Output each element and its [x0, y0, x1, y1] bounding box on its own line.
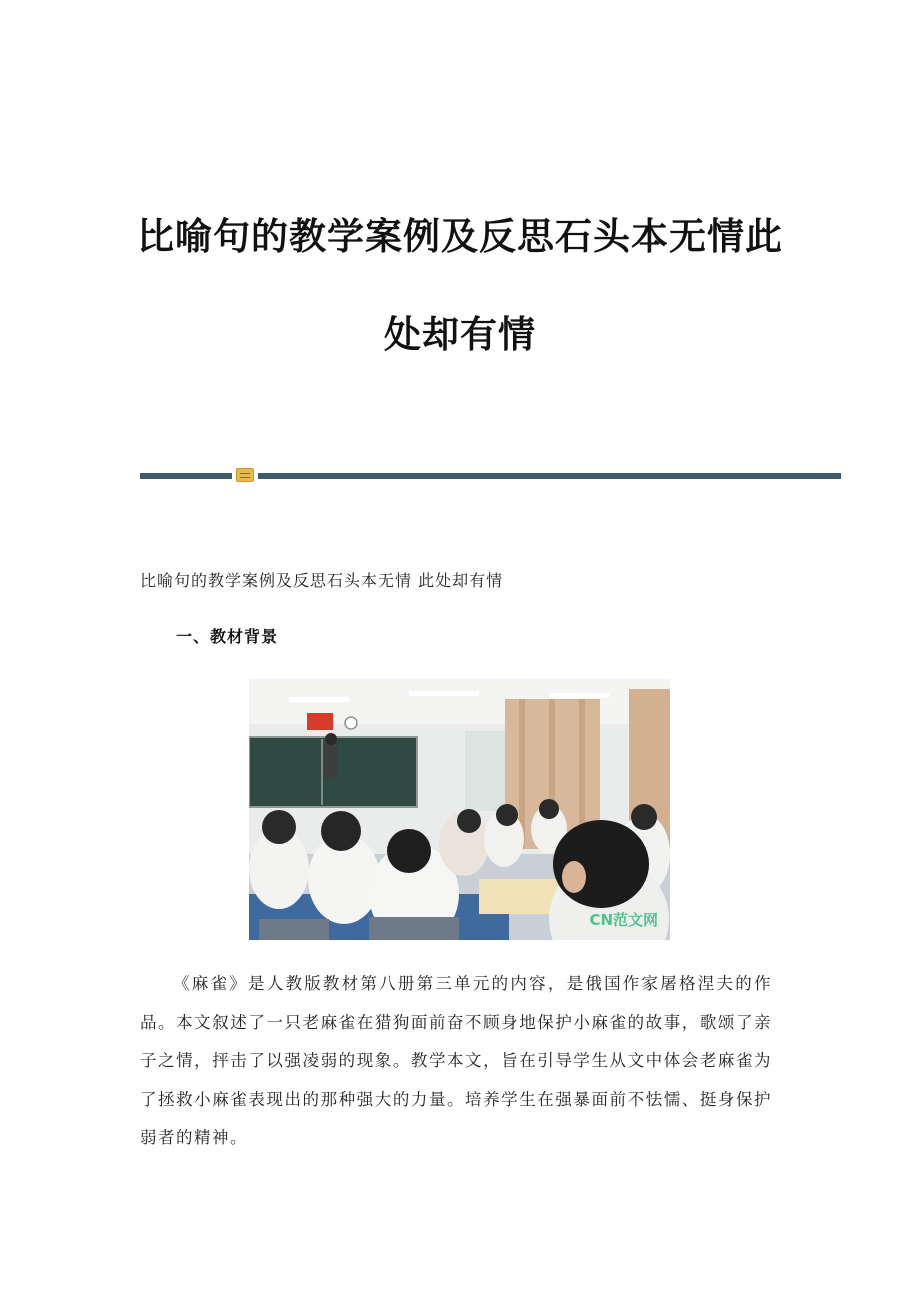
title-divider: [140, 468, 841, 484]
divider-bar-right: [258, 473, 841, 479]
classroom-photo-illustration: [249, 679, 670, 940]
section-heading: 一、教材背景: [176, 627, 279, 646]
divider-bar-left: [140, 473, 232, 479]
divider-ornament-icon: [236, 468, 254, 482]
document-subtitle: 比喻句的教学案例及反思石头本无情 此处却有情: [140, 571, 504, 590]
document-title-line-1: 比喻句的教学案例及反思石头本无情此: [137, 214, 783, 258]
photo-watermark: CN范文网: [589, 911, 658, 929]
body-paragraph: 《麻雀》是人教版教材第八册第三单元的内容，是俄国作家屠格涅夫的作品。本文叙述了一只老麻雀在猎狗面前奋不顾身地保护小麻雀的故事，歌颂了亲子之情，抨击了以强凌弱的现象。教学本文，旨在引导学生从文中体会老麻雀为了拯救小麻雀表现出的那种强大的力量。培养学生在强暴面前不怯懦、挺身保护弱者的精神。: [140, 974, 772, 1147]
classroom-photo: [249, 679, 670, 940]
document-title-line-2: 处却有情: [384, 312, 536, 356]
